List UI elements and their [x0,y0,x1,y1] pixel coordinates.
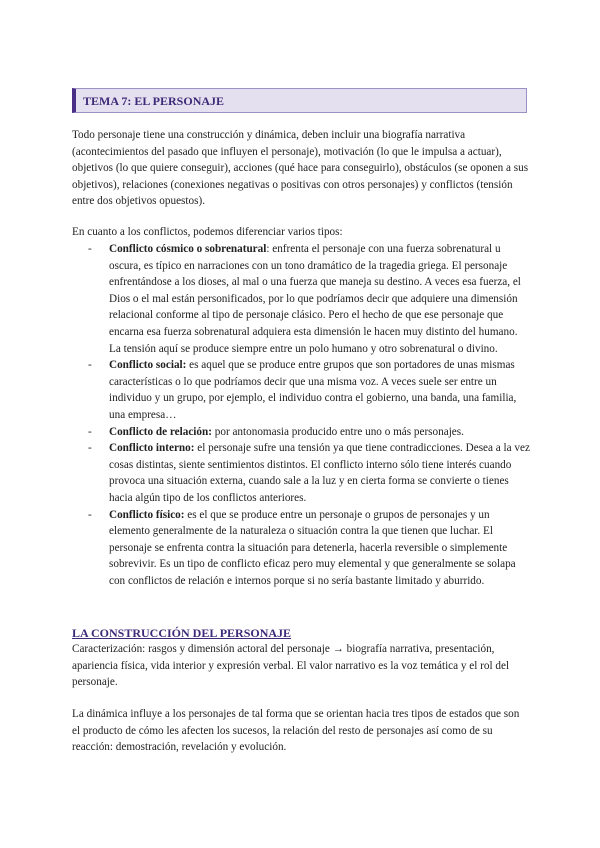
list-item [72,357,530,423]
intro-paragraph: Todo personaje tiene una construcción y dinámica, deben incluir una biografía narrativa (acontecimientos del pasado que influyen el personaje), motivación (lo que le impulsa a actuar), objetivos (lo que quiere conseguir), acciones (qué hace para conseguirlo), obstáculos (se oponen a sus objetivos), relaciones (conexiones negativas o positivas con otros personajes) y conflictos (tensión entre dos objetivos opuestos). [72,129,529,208]
conflict-term: Conflicto cósmico o sobrenatural [109,243,267,255]
conflict-term: Conflicto físico: [109,508,185,521]
list-item [72,241,530,357]
list-item [72,440,530,506]
bullet-dash: - [88,442,92,455]
conflict-term: Conflicto social: [109,359,187,372]
conflict-list [72,241,530,589]
conflict-term: Conflicto interno: [109,442,195,455]
conflict-term: Conflicto de relación: [109,425,212,438]
bullet-dash: - [88,425,92,438]
conflict-description: por antonomasia producido entre uno o más personajes. [211,425,464,438]
conflict-description: el personaje sufre una tensión ya que tiene contradicciones. Desea a la vez cosas distintas, siente sentimientos distintos. El conflicto interno sólo tiene interés cuando provoca una situación externa, cuando sale a la luz y en cierta forma se convierte o tienes hacia algún tipo de los conflictos anteriores. [109,442,530,504]
bullet-dash: - [88,359,92,372]
dynamics-paragraph: La dinámica influye a los personajes de tal forma que se orientan hacia tres tipos de estados que son el producto de cómo les afecten los sucesos, la relación del resto de personajes así como de su reacción: demostración, revelación y evolución. [72,708,520,754]
bullet-dash: - [88,243,92,255]
conflict-description: : enfrenta el personaje con una fuerza sobrenatural u oscura, es típico en narraciones con un tono dramático de la tragedia griega. El personaje enfrentándose a los dioses, al mal o una fuerza que maneja su destino. A veces esa fuerza, el Dios o el mal están personificados, por lo que podríamos decir que adquiere una dimensión relacional conforme al tipo de personaje clásico. Pero el hecho de que ese personaje que encarna esa fuerza sobrenatural adquiera esta dimensión le hacen muy distinto del humano. La tensión aquí se produce siempre entre un polo humano y otro sobrenatural o divino. [109,243,521,355]
bullet-dash: - [88,508,92,521]
title-banner [72,88,527,113]
conflict-description: es aquel que se produce entre grupos que son portadores de unas mismas características o lo que podríamos decir que una misma voz. A veces suele ser entre un individuo y un grupo, por ejemplo, el individuo contra el gobierno, una banda, una familia, una empresa… [109,359,517,421]
section-heading: LA CONSTRUCCIÓN DEL PERSONAJE [72,626,292,640]
page-title: TEMA 7: EL PERSONAJE [83,94,225,108]
conflict-description: es el que se produce entre un personaje o grupos de personajes y un elemento generalmente de la naturaleza o situación contra la que tienen que luchar. El personaje se enfrenta contra la situación para detenerla, hacerla reversible o simplemente sobrevivir. Es un tipo de conflicto eficaz pero muy elemental y que generalmente se solapa con conflictos de relación e internos porque si no sería bastante limitado y aburrido. [109,508,516,587]
list-item [72,507,530,590]
list-item [72,424,530,441]
characterization-paragraph: Caracterización: rasgos y dimensión actoral del personaje → biografía narrativa, presentación, apariencia física, vida interior y expresión verbal. El valor narrativo es la voz temática y el rol del personaje. [72,643,510,689]
conflicts-intro: En cuanto a los conflictos, podemos diferenciar varios tipos: [72,226,343,238]
